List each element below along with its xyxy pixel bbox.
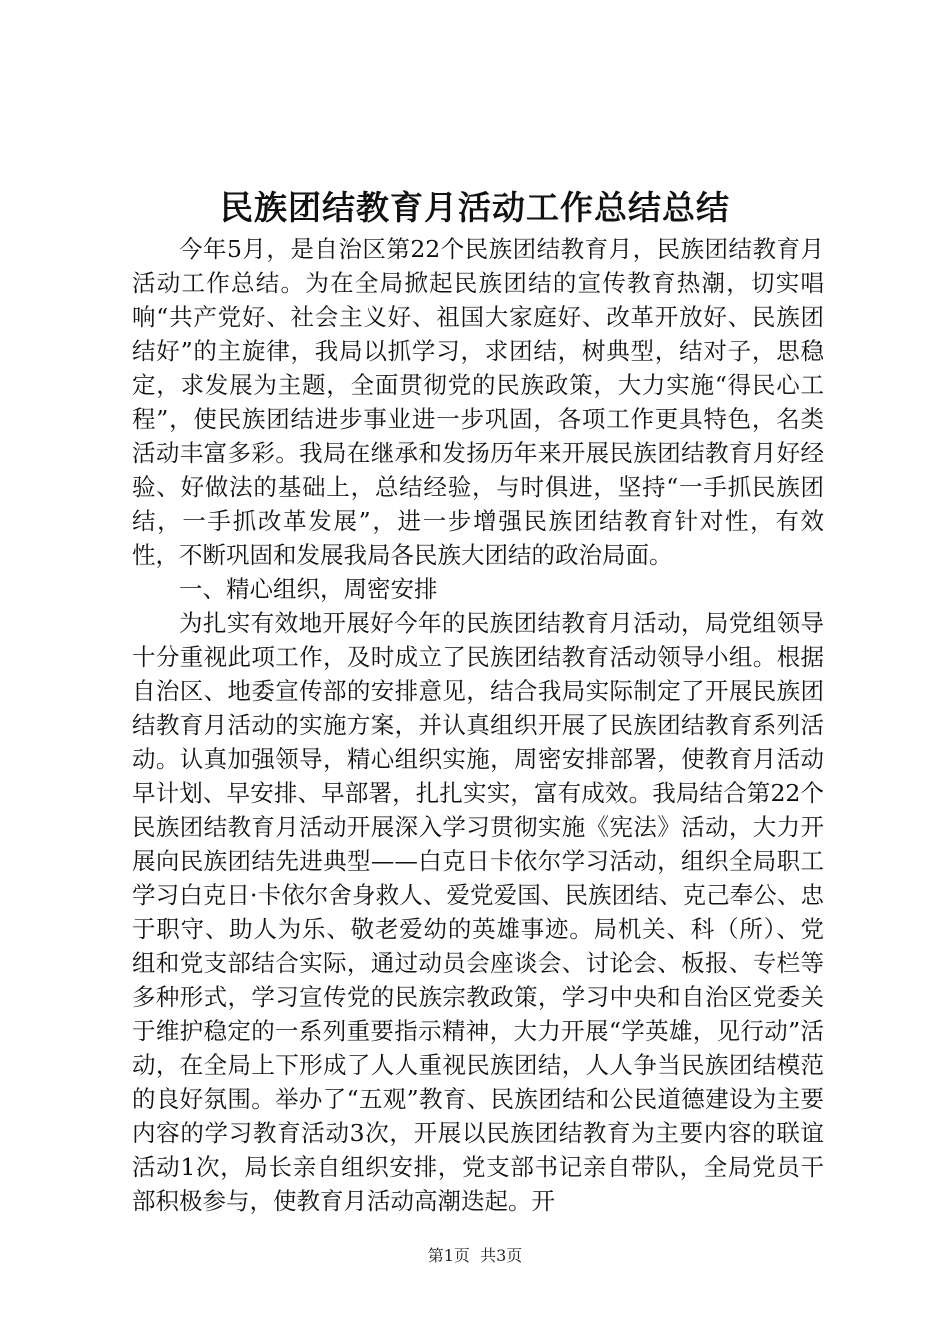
body-paragraph-intro: 今年5月，是自治区第22个民族团结教育月，民族团结教育月活动工作总结。为在全局掀起民族团结的宣传教育热潮，切实唱响“共产党好、社会主义好、祖国大家庭好、改革开放好、民族团结好”的主旋律，我局以抓学习，求团结，树典型，结对子，思稳定，求发展为主题，全面贯彻党的民族政策，大力实施“得民心工程”，使民族团结进步事业进一步巩固，各项工作更具特色，名类活动丰富多彩。我局在继承和发扬历年来开展民族团结教育月好经验、好做法的基础上，总结经验，与时俱进，坚持“一手抓民族团结，一手抓改革发展”，进一步增强民族团结教育针对性，有效性，不断巩固和发展我局各民族大团结的政治局面。 (132, 235, 824, 569)
page-number-current: 第1页 (427, 1246, 470, 1265)
document-body (132, 232, 824, 1218)
page-number-total: 共3页 (480, 1246, 523, 1265)
section-heading-1: 一、精心组织，周密安排 (179, 575, 438, 603)
page-footer (0, 1245, 950, 1267)
document-title: 民族团结教育月活动工作总结总结 (220, 188, 730, 227)
body-paragraph-section-1: 为扎实有效地开展好今年的民族团结教育月活动，局党组领导十分重视此项工作，及时成立了民族团结教育活动领导小组。根据自治区、地委宣传部的安排意见，结合我局实际制定了开展民族团结教育月活动的实施方案，并认真组织开展了民族团结教育系列活动。认真加强领导，精心组织实施，周密安排部署，使教育月活动早计划、早安排、早部署，扎扎实实，富有成效。我局结合第22个民族团结教育月活动开展深入学习贯彻实施《宪法》活动，大力开展向民族团结先进典型——白克日卡依尔学习活动，组织全局职工学习白克日·卡依尔舍身救人、爱党爱国、民族团结、克己奉公、忠于职守、助人为乐、敬老爱幼的英雄事迹。局机关、科（所）、党组和党支部结合实际，通过动员会座谈会、讨论会、板报、专栏等多种形式，学习宣传党的民族宗教政策，学习中央和自治区党委关于维护稳定的一系列重要指示精神，大力开展“学英雄，见行动”活动，在全局上下形成了人人重视民族团结，人人争当民族团结模范的良好氛围。举办了“五观”教育、民族团结和公民道德建设为主要内容的学习教育活动3次，开展以民族团结教育为主要内容的联谊活动1次，局长亲自组织安排，党支部书记亲自带队，全局党员干部积极参与，使教育月活动高潮迭起。开 (132, 609, 824, 1215)
